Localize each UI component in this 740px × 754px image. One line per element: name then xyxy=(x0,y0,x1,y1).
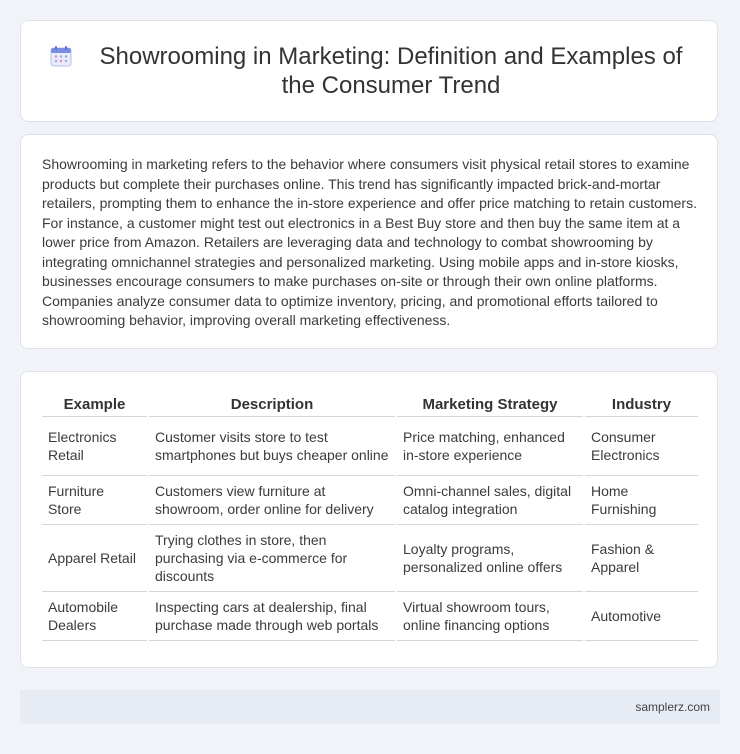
cell-industry: Automotive xyxy=(585,592,698,641)
cell-industry: Home Furnishing xyxy=(585,476,698,525)
table-card xyxy=(20,371,718,668)
header-example: Example xyxy=(42,394,147,417)
table-row xyxy=(42,476,698,525)
cell-example: Furniture Store xyxy=(42,476,147,525)
cell-strategy: Loyalty programs, personalized online offers xyxy=(397,525,583,592)
cell-example: Automobile Dealers xyxy=(42,592,147,641)
intro-card xyxy=(20,134,718,349)
cell-strategy: Price matching, enhanced in-store experience xyxy=(397,417,583,476)
header-industry: Industry xyxy=(585,394,698,417)
title-card xyxy=(20,20,718,122)
table-row xyxy=(42,592,698,641)
table-row xyxy=(42,417,698,476)
cell-description: Trying clothes in store, then purchasing via e-commerce for discounts xyxy=(149,525,395,592)
title-wrap xyxy=(49,42,689,100)
footer xyxy=(20,690,720,724)
header-description: Description xyxy=(149,394,395,417)
examples-table xyxy=(40,394,700,641)
cell-industry: Fashion & Apparel xyxy=(585,525,698,592)
cell-industry: Consumer Electronics xyxy=(585,417,698,476)
table-header-row xyxy=(42,394,698,417)
cell-example: Apparel Retail xyxy=(42,525,147,592)
table-row xyxy=(42,525,698,592)
cell-description: Inspecting cars at dealership, final purchase made through web portals xyxy=(149,592,395,641)
cell-strategy: Omni-channel sales, digital catalog integration xyxy=(397,476,583,525)
intro-paragraph: Showrooming in marketing refers to the behavior where consumers visit physical retail stores to examine products but complete their purchases online. This trend has significantly impacted brick-and-mortar retailers, prompting them to enhance the in-store experience and offer price matching to retain customers. For instance, a customer might test out electronics in a Best Buy store and then buy the same item at a lower price from Amazon. Retailers are leveraging data and technology to combat showrooming by integrating omnichannel strategies and personalized marketing. Using mobile apps and in-store kiosks, businesses encourage consumers to make purchases on-site or through their own online platforms. Companies analyze consumer data to optimize inventory, pricing, and promotional efforts tailored to showrooming behavior, improving overall marketing effectiveness. xyxy=(42,156,697,328)
header-marketing-strategy: Marketing Strategy xyxy=(397,394,583,417)
cell-strategy: Virtual showroom tours, online financing options xyxy=(397,592,583,641)
footer-site-link[interactable]: samplerz.com xyxy=(635,700,710,714)
cell-description: Customers view furniture at showroom, order online for delivery xyxy=(149,476,395,525)
cell-description: Customer visits store to test smartphones but buys cheaper online xyxy=(149,417,395,476)
cell-example: Electronics Retail xyxy=(42,417,147,476)
calendar-icon xyxy=(49,44,73,68)
page-title: Showrooming in Marketing: Definition and Examples of the Consumer Trend xyxy=(99,43,683,99)
